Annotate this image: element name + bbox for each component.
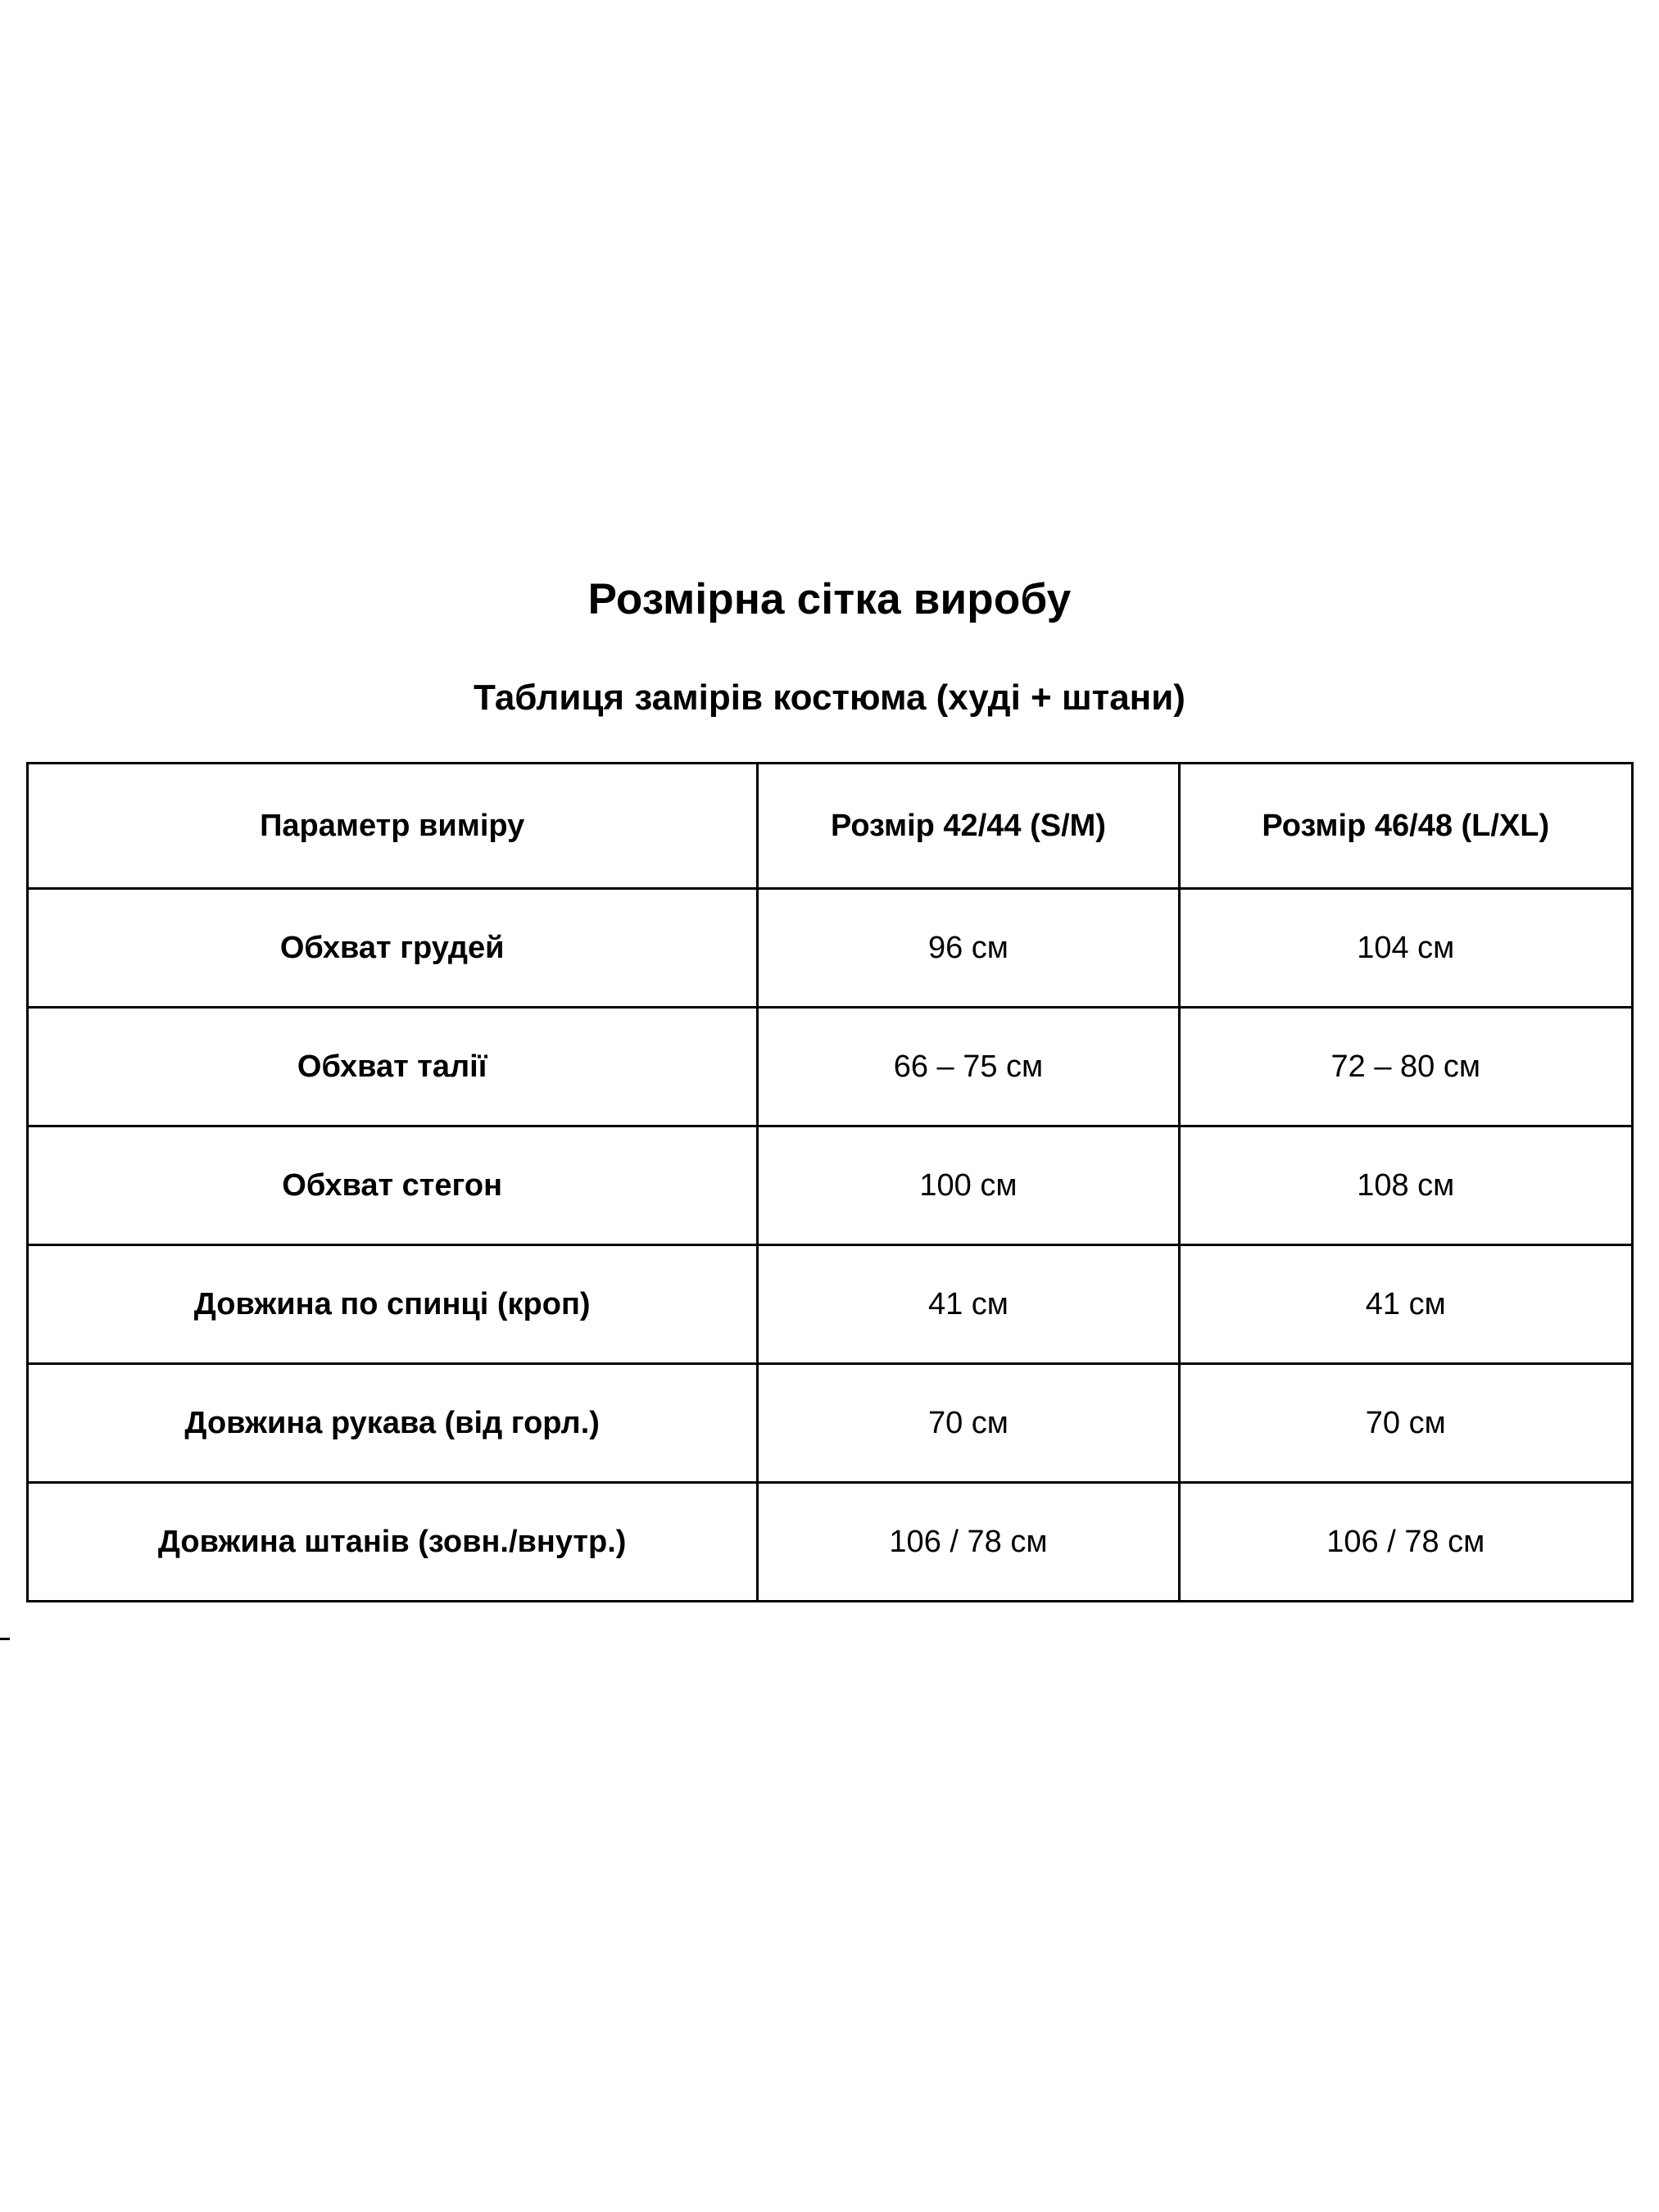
row-label-pants-length: Довжина штанів (зовн./внутр.): [27, 1483, 757, 1602]
table-row: [27, 1364, 1632, 1483]
column-header-size-sm: Розмір 42/44 (S/M): [757, 764, 1179, 889]
row-value-chest-lxl: 104 см: [1180, 889, 1632, 1008]
row-label-sleeve-length: Довжина рукава (від горл.): [27, 1364, 757, 1483]
table-row: [27, 1245, 1632, 1364]
size-chart-table: [26, 762, 1634, 1602]
row-value-waist-lxl: 72 – 80 см: [1180, 1008, 1632, 1126]
table-row: [27, 1126, 1632, 1245]
table-header: [27, 764, 1632, 889]
row-label-waist: Обхват талії: [27, 1008, 757, 1126]
row-value-hips-lxl: 108 см: [1180, 1126, 1632, 1245]
table-body: [27, 889, 1632, 1602]
row-value-sleeve-length-lxl: 70 см: [1180, 1364, 1632, 1483]
column-header-size-lxl: Розмір 46/48 (L/XL): [1180, 764, 1632, 889]
row-value-sleeve-length-sm: 70 см: [757, 1364, 1179, 1483]
row-value-waist-sm: 66 – 75 см: [757, 1008, 1179, 1126]
size-table-container: [26, 762, 1634, 1602]
column-header-parameter: Параметр виміру: [27, 764, 757, 889]
row-label-chest: Обхват грудей: [27, 889, 757, 1008]
table-row: [27, 1483, 1632, 1602]
row-value-hips-sm: 100 см: [757, 1126, 1179, 1245]
row-value-pants-length-sm: 106 / 78 см: [757, 1483, 1179, 1602]
page-edge-mark: [0, 1638, 10, 1640]
page-title: Розмірна сітка виробу: [587, 575, 1072, 623]
table-row: [27, 1008, 1632, 1126]
row-value-back-length-sm: 41 см: [757, 1245, 1179, 1364]
row-value-chest-sm: 96 см: [757, 889, 1179, 1008]
row-label-hips: Обхват стегон: [27, 1126, 757, 1245]
table-header-row: [27, 764, 1632, 889]
row-value-back-length-lxl: 41 см: [1180, 1245, 1632, 1364]
document-content: [0, 573, 1659, 1602]
row-value-pants-length-lxl: 106 / 78 см: [1180, 1483, 1632, 1602]
table-row: [27, 889, 1632, 1008]
page-subtitle: Таблиця замірів костюма (худі + штани): [474, 677, 1185, 718]
row-label-back-length: Довжина по спинці (кроп): [27, 1245, 757, 1364]
